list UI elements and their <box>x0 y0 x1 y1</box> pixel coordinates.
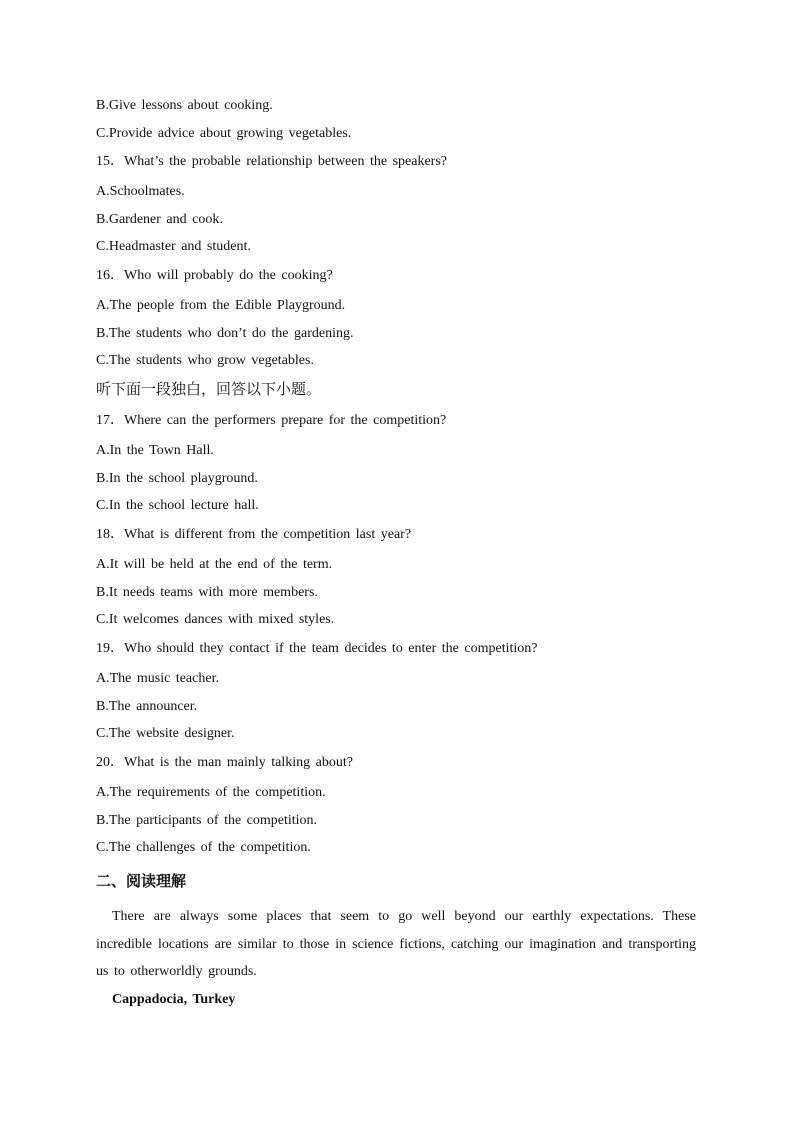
q19-option-c: C.The website designer. <box>96 726 235 741</box>
q15-option-a: A.Schoolmates. <box>96 184 185 199</box>
section-heading: 二、阅读理解 <box>96 872 187 890</box>
q19-question: 19．Who should they contact if the team decides to enter the competition? <box>96 641 538 656</box>
reading-intro-paragraph <box>96 903 696 986</box>
reading-subheading: Cappadocia, Turkey <box>112 992 236 1007</box>
q18-option-a: A.It will be held at the end of the term. <box>96 557 333 572</box>
q16-question: 16．Who will probably do the cooking? <box>96 268 333 283</box>
q17-option-b: B.In the school playground. <box>96 471 258 486</box>
q19-option-a: A.The music teacher. <box>96 671 219 686</box>
q20-question: 20．What is the man mainly talking about? <box>96 755 353 770</box>
q16-option-a: A.The people from the Edible Playground. <box>96 298 346 313</box>
q15-option-b: B.Gardener and cook. <box>96 212 223 227</box>
q19-option-b: B.The announcer. <box>96 699 198 714</box>
reading-intro-text: There are always some places that seem to go well beyond our earthly expectations. These incredible locations are similar to those in science fictions, catching our imagination and transporting us to otherworldly grounds. <box>96 909 696 979</box>
q18-option-c: C.It welcomes dances with mixed styles. <box>96 612 335 627</box>
q14-option-b: B.Give lessons about cooking. <box>96 98 273 113</box>
q17-option-c: C.In the school lecture hall. <box>96 498 259 513</box>
q17-option-a: A.In the Town Hall. <box>96 443 214 458</box>
q15-question: 15．What’s the probable relationship between the speakers? <box>96 154 447 169</box>
q16-option-c: C.The students who grow vegetables. <box>96 353 314 368</box>
q20-option-b: B.The participants of the competition. <box>96 813 318 828</box>
q20-option-c: C.The challenges of the competition. <box>96 840 311 855</box>
q18-question: 18．What is different from the competition last year? <box>96 527 412 542</box>
q14-option-c: C.Provide advice about growing vegetables. <box>96 126 352 141</box>
q17-question: 17．Where can the performers prepare for the competition? <box>96 413 447 428</box>
q20-option-a: A.The requirements of the competition. <box>96 785 326 800</box>
monologue-instruction: 听下面一段独白，回答以下小题。 <box>96 380 322 398</box>
q15-option-c: C.Headmaster and student. <box>96 239 251 254</box>
q18-option-b: B.It needs teams with more members. <box>96 585 318 600</box>
q16-option-b: B.The students who don’t do the gardening. <box>96 326 354 341</box>
